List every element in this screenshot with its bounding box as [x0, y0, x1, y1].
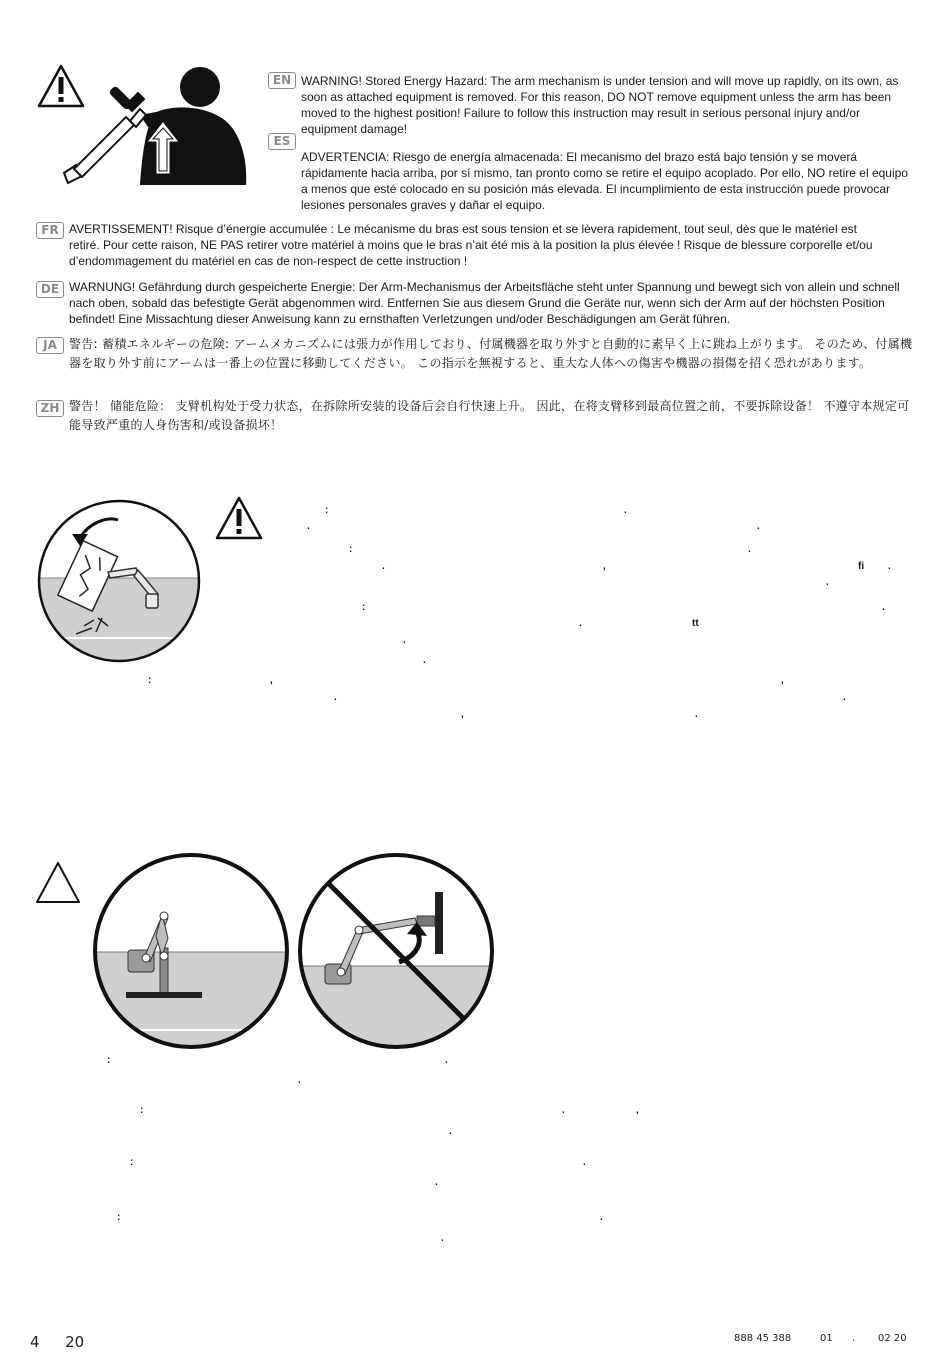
falling-monitor-illustration — [36, 498, 202, 664]
s2-mark: : — [362, 602, 366, 613]
s2-mark: . — [307, 521, 310, 532]
s3-mark: : — [140, 1105, 144, 1116]
arm-release-prohibited-illustration — [295, 852, 497, 1050]
page-total: 20 — [65, 1333, 85, 1351]
s3-mark: : — [107, 1055, 111, 1066]
s2-mark: , — [461, 709, 464, 720]
warning-triangle-icon-2 — [214, 495, 264, 541]
doc-date: 02 20 — [878, 1333, 907, 1344]
s2-mark: : — [325, 505, 329, 516]
s2-mark: . — [888, 561, 891, 572]
lang-badge-ja: JA — [36, 337, 64, 354]
s2-mark: . — [843, 692, 846, 703]
lang-badge-de: DE — [36, 281, 64, 298]
warning-ja: 警告: 蓄積エネルギーの危険: アームメカニズムには張力が作用しており、付属機器を取り外すと自動的に素早く上に跳ね上がります。 そのため、付属機器を取り外す前にアームは一番上の位置に移動してください。 この指示を無視すると、重大な人体への傷害や機器の損傷を招く恐れがあります。 — [69, 337, 913, 370]
warning-de: WARNUNG! Gefährdung durch gespeicherte Energie: Der Arm-Mechanismus der Arbeitsfläche steht unter Spannung und bewegt sich von allein und schnell nach oben, sobald das befestigte Gerät abgenommen wird. Entfernen Sie aus diesem Grund die Geräte nur, wenn sich der Arm auf der höchsten Position befindet! Eine Missachtung dieser Anweisung kann zu ernsthaften Verletzungen und/oder Beschädigungen am Gerät führen. — [69, 280, 900, 326]
stored-energy-hazard-illustration — [60, 65, 250, 187]
s2-mark: fi — [858, 561, 865, 572]
warning-en: WARNING! Stored Energy Hazard: The arm mechanism is under tension and will move up rapidly, on its own, as soon as attached equipment is removed. For this reason, DO NOT remove equipment unless the arm has been moved to the highest position! Failure to follow this instruction may result in serious personal injury and/or equipment damage! — [301, 74, 899, 136]
lang-badge-zh: ZH — [36, 400, 64, 417]
s2-mark: . — [579, 618, 582, 629]
s2-mark: . — [403, 635, 406, 646]
s2-mark: . — [882, 602, 885, 613]
s3-mark: . — [562, 1105, 565, 1116]
doc-separator: . — [852, 1333, 856, 1344]
s3-mark: : — [117, 1212, 121, 1223]
page-current: 4 — [30, 1333, 40, 1351]
s3-mark: . — [583, 1157, 586, 1168]
s2-mark: : — [349, 544, 353, 555]
s3-mark: . — [298, 1075, 301, 1086]
s2-mark: , — [781, 675, 784, 686]
caution-triangle-icon — [34, 860, 82, 906]
s2-mark: : — [148, 675, 152, 686]
s2-mark: . — [826, 577, 829, 588]
s3-mark: . — [600, 1212, 603, 1223]
warning-zh: 警告！ 储能危险： 支臂机构处于受力状态，在拆除所安装的设备后会自行快速上升。 因此，在将支臂移到最高位置之前，不要拆除设备！ 不遵守本规定可能导致严重的人身伤害和/或设备损坏！ — [69, 399, 910, 432]
lang-badge-fr: FR — [36, 222, 64, 239]
arm-with-monitor-correct-illustration — [90, 852, 292, 1050]
s2-mark: , — [603, 561, 606, 572]
s2-mark: . — [423, 655, 426, 666]
s2-mark: . — [334, 692, 337, 703]
s2-mark: . — [624, 505, 627, 516]
lang-badge-es: ES — [268, 133, 296, 150]
s2-mark: . — [695, 709, 698, 720]
s3-mark: . — [449, 1126, 452, 1137]
s3-mark: , — [636, 1105, 639, 1116]
page-number — [30, 1333, 84, 1351]
doc-number: 888 45 388 — [734, 1333, 792, 1344]
s2-mark: , — [270, 675, 273, 686]
doc-revision: 01 — [820, 1333, 833, 1344]
s2-mark: . — [748, 544, 751, 555]
warning-fr: AVERTISSEMENT! Risque d’énergie accumulée : Le mécanisme du bras est sous tension et se lèvera rapidement, tout seul, dès que le matériel est retiré. Pour cette raison, NE PAS retirer votre matériel à moins que le bras n’ait été mis à la position la plus élevée ! Risque de blessure corporelle et/ou d’endommagement du matériel en cas de non-respect de cette instruction ! — [69, 222, 873, 268]
s2-mark: tt — [692, 618, 699, 629]
lang-badge-en: EN — [268, 72, 296, 89]
warning-es: ADVERTENCIA: Riesgo de energía almacenada: El mecanismo del brazo está bajo tensión y se moverá rápidamente hacia arriba, por sí mismo, tan pronto como se retire el equipo acoplado. Por ello, NO retire el equipo a menos que esté colocado en su posición más elevada. El incumplimiento de esta instrucción puede provocar lesiones personales graves y dañar el equipo. — [301, 150, 908, 212]
s3-mark: . — [441, 1233, 444, 1244]
s2-mark: . — [757, 521, 760, 532]
s3-mark: . — [435, 1177, 438, 1188]
s2-mark: . — [382, 561, 385, 572]
s3-mark: . — [445, 1055, 448, 1066]
s3-mark: : — [130, 1157, 134, 1168]
